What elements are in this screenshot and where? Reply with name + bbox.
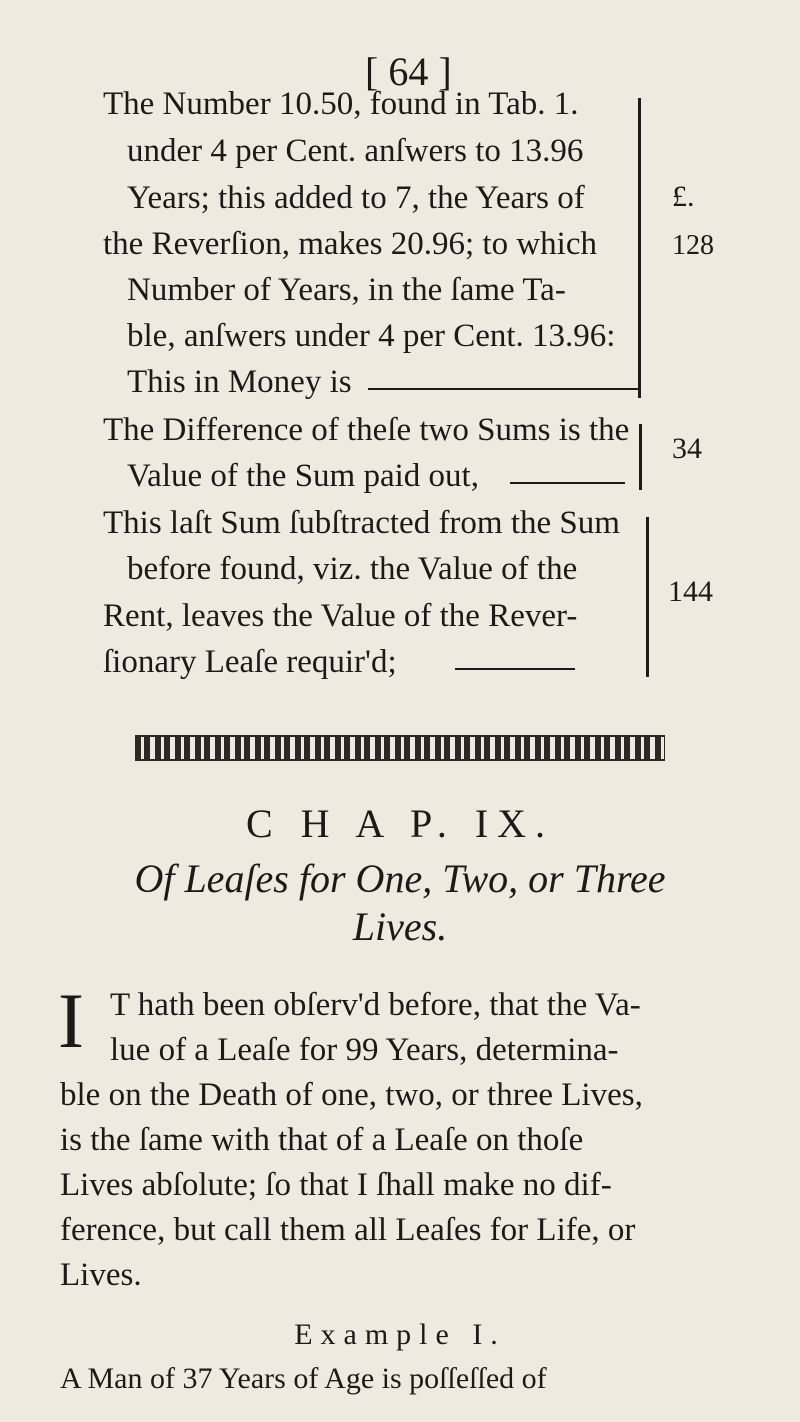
amount-34: 34 xyxy=(672,432,702,465)
paragraph-line: T hath been obſerv'd before, that the Va- xyxy=(110,987,641,1023)
currency-symbol: £. xyxy=(672,180,695,213)
text-line: Value of the Sum paid out, xyxy=(127,458,479,494)
text-line: the Reverſion, makes 20.96; to which xyxy=(103,226,597,262)
text-line: under 4 per Cent. anſwers to 13.96 xyxy=(127,133,584,169)
paragraph-line: is the ſame with that of a Leaſe on thoſe xyxy=(60,1122,584,1158)
example-line: A Man of 37 Years of Age is poſſeſſed of xyxy=(60,1362,547,1395)
leader-dash xyxy=(455,668,575,670)
leader-dash xyxy=(368,388,638,390)
example-heading: Example I. xyxy=(294,1318,506,1351)
chapter-title-line2: Lives. xyxy=(352,904,448,949)
drop-capital: I xyxy=(58,977,84,1064)
amount-128: 128 xyxy=(672,230,714,261)
text-line: This in Money is xyxy=(127,364,352,400)
text-line: before found, viz. the Value of the xyxy=(127,551,578,587)
text-line: The Number 10.50, found in Tab. 1. xyxy=(103,86,579,122)
amount-144: 144 xyxy=(668,575,713,608)
paragraph-line: Lives. xyxy=(60,1257,142,1293)
text-line: Rent, leaves the Value of the Rever- xyxy=(103,598,578,634)
text-line: The Difference of theſe two Sums is the xyxy=(103,412,630,448)
page-number: [ 64 ] xyxy=(365,49,452,94)
brace xyxy=(633,424,642,490)
brace xyxy=(640,517,649,677)
paragraph-line: Lives abſolute; ſo that I ſhall make no dif- xyxy=(60,1167,612,1203)
text-line: Number of Years, in the ſame Ta- xyxy=(127,272,566,308)
text-line: ſionary Leaſe requir'd; xyxy=(103,644,397,680)
paragraph-line: lue of a Leaſe for 99 Years, determina- xyxy=(110,1032,619,1068)
chapter-title-line1: Of Leaſes for One, Two, or Three xyxy=(134,856,666,901)
text-line: ble, anſwers under 4 per Cent. 13.96: xyxy=(127,318,616,354)
leader-dash xyxy=(510,482,625,484)
chapter-heading: C H A P. IX. xyxy=(245,801,555,846)
text-line: This laſt Sum ſubſtracted from the Sum xyxy=(103,505,620,541)
brace xyxy=(630,98,641,398)
decorative-ornament-band xyxy=(135,735,665,761)
paragraph-line: ference, but call them all Leaſes for Life, or xyxy=(60,1212,636,1248)
text-line: Years; this added to 7, the Years of xyxy=(127,180,585,216)
paragraph-line: ble on the Death of one, two, or three Lives, xyxy=(60,1077,643,1113)
